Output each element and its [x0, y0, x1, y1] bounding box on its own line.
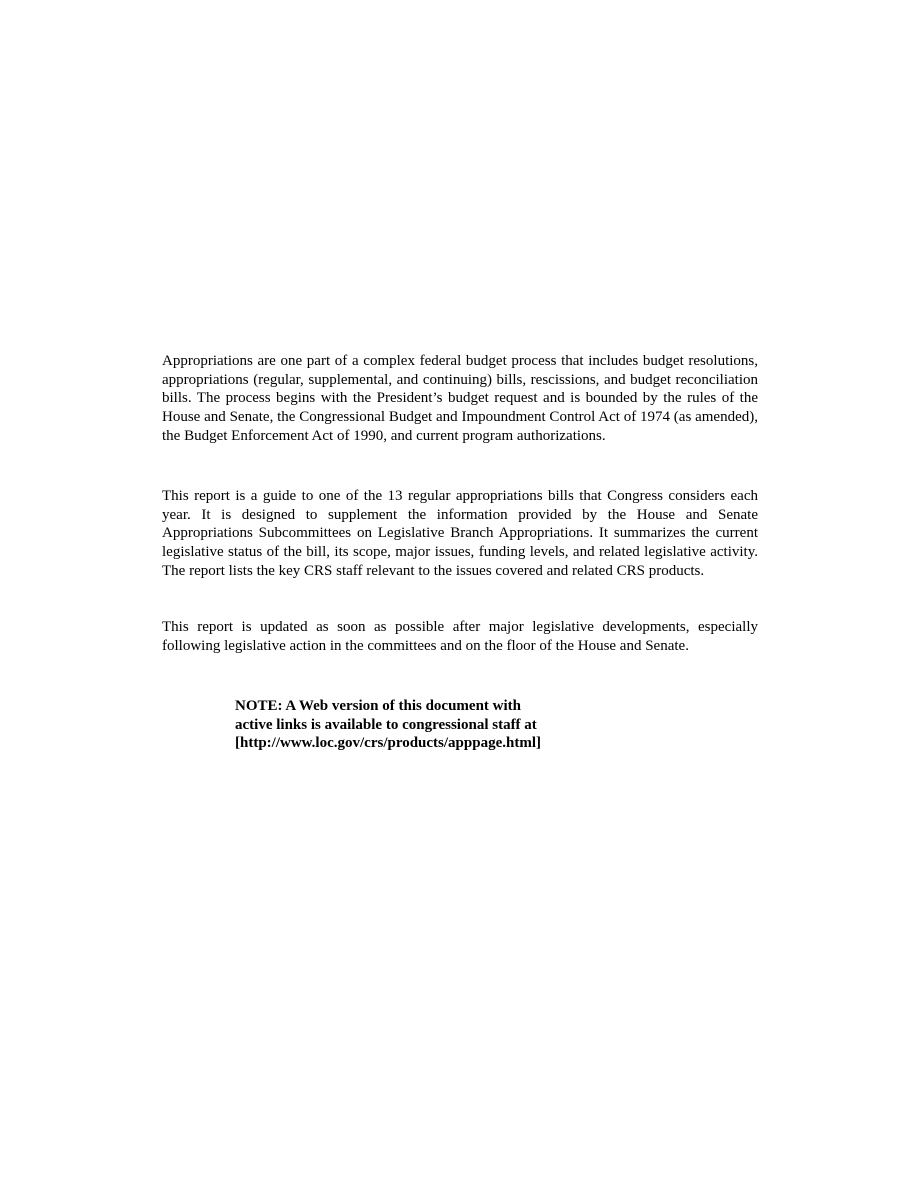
note-line-1: NOTE: A Web version of this document with — [235, 698, 522, 714]
web-version-note — [235, 697, 655, 753]
paragraph-report-guide: This report is a guide to one of the 13 regular appropriations bills that Congress considers each year. It is designed to supplement the information provided by the House and Senate Appropriations Subcommittees on Legislative Branch Appropriations. It summarizes the current legislative status of the bill, its scope, major issues, funding levels, and related legislative activity. The report lists the key CRS staff relevant to the issues covered and related CRS products. — [162, 488, 758, 579]
note-line-2: active links is available to congressional staff at — [235, 716, 537, 733]
intro-paragraph — [162, 352, 758, 446]
paragraph-appropriations-process: Appropriations are one part of a complex federal budget process that includes budget resolutions, appropriations (regular, supplemental, and continuing) bills, rescissions, and budget reconciliation bills. The process begins with the President’s budget request and is bounded by the rules of the House and Senate, the Congressional Budget and Impoundment Control Act of 1974 (as amended), the Budget Enforcement Act of 1990, and current program authorizations. — [162, 353, 758, 444]
paragraph-report-updates: This report is updated as soon as possible after major legislative developments, especially following legislative action in the committees and on the floor of the House and Senate. — [162, 619, 758, 654]
update-paragraph — [162, 618, 758, 655]
note-url: [http://www.loc.gov/crs/products/apppage.html] — [235, 735, 541, 752]
guide-paragraph — [162, 487, 758, 581]
